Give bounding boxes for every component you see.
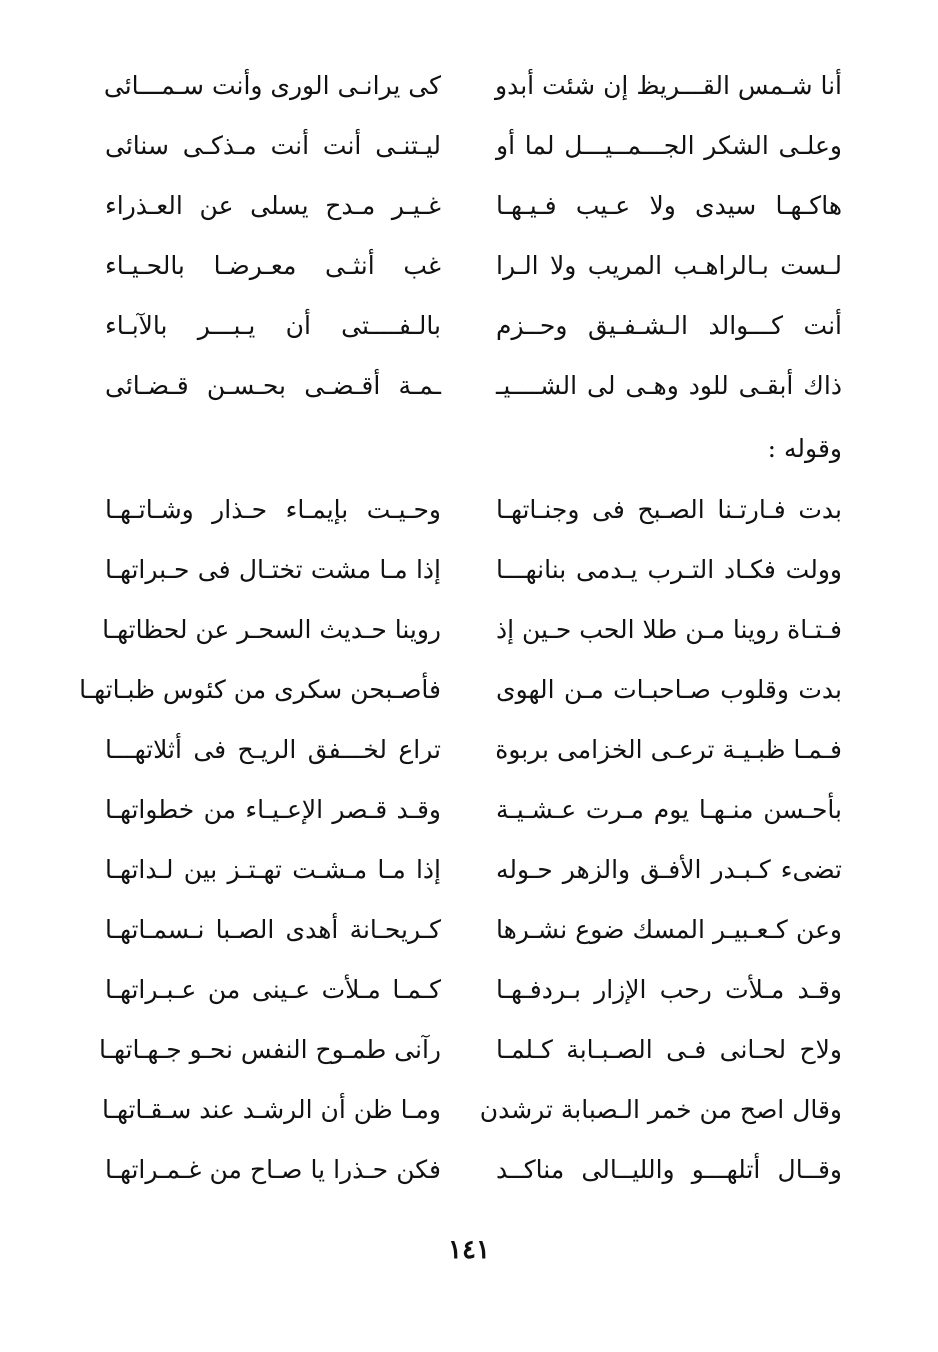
second-hemistich: إذا مـا مـشـت تهـتـز بين لـداتهـا xyxy=(105,855,441,884)
second-hemistich: فكن حـذرا يا صـاح من غـمـراتهـا xyxy=(105,1155,441,1184)
verse-line xyxy=(0,1086,938,1146)
first-hemistich: بأحـسن منـهـا يوم مـرت عـشـيـة xyxy=(496,795,842,824)
verse-line xyxy=(0,62,938,122)
verse-line xyxy=(0,606,938,666)
second-hemistich: ـمـة أقـضـى بحـسـن قـضـائى xyxy=(105,371,441,400)
second-hemistich: كـمـا مـلأت عـينى من عـبـراتهـا xyxy=(105,975,441,1004)
verse-line xyxy=(0,242,938,302)
first-hemistich: ذاك أبقـى للود وهـى لى الشــــيـ xyxy=(496,371,842,400)
second-hemistich: وحـيـت بإيمـاء حـذار وشـاتـهـا xyxy=(105,495,441,524)
verse-line xyxy=(0,906,938,966)
poem-intro-label: وقوله : xyxy=(767,434,842,463)
first-hemistich: فـتـاة روينا مـن طلا الحب حـين إذ xyxy=(495,615,842,644)
first-hemistich: وولت فكـاد التـرب يـدمى بنانهـــا xyxy=(496,555,842,584)
second-hemistich: إذا مـا مشت تختـال فى حـبراتهـا xyxy=(105,555,441,584)
verse-line xyxy=(0,666,938,726)
second-hemistich: بالـفــــتى أن يـبـــر بالآبـاء xyxy=(105,311,441,340)
first-hemistich: وعن كـعـبيـر المسك ضوع نشـرها xyxy=(496,915,842,944)
first-hemistich: ولاح لحـانى فـى الصـبـابة كـلمـا xyxy=(496,1035,842,1064)
verse-line xyxy=(0,846,938,906)
first-hemistich: لـست بـالراهـب المريب ولا الـرا xyxy=(496,251,842,280)
poem-stanza-1 xyxy=(0,62,938,422)
poem-stanza-2 xyxy=(0,486,938,1206)
verse-line xyxy=(0,1146,938,1206)
second-hemistich: غب أنثـى معـرضـا بالحـيـاء xyxy=(105,251,441,280)
second-hemistich: تراع لخـــفق الريـح فى أثلاتهـــا xyxy=(105,735,441,764)
verse-line xyxy=(0,486,938,546)
verse-line xyxy=(0,546,938,606)
second-hemistich: وقـد قـصر الإعـيـاء من خطواتهـا xyxy=(105,795,441,824)
verse-line xyxy=(0,182,938,242)
first-hemistich: بدت وقلوب صـاحبـات مـن الهوى xyxy=(496,675,842,704)
second-hemistich: فأصـبحن سكرى من كئوس ظبـاتهـا xyxy=(79,675,441,704)
first-hemistich: أنا شـمس القـــريظ إن شئت أبدو xyxy=(495,71,842,100)
verse-line xyxy=(0,362,938,422)
second-hemistich: غـيـر مـدح يسلى عن العـذراء xyxy=(105,191,441,220)
second-hemistich: كى يرانـى الورى وأنت سـمـــائى xyxy=(103,71,441,100)
page-number: ١٤١ xyxy=(448,1235,490,1265)
first-hemistich: هاكـهـا سيدى ولا عـيب فـيـهـا xyxy=(496,191,842,220)
first-hemistich: وقــال أتلهـــو والليــالى مناكــد xyxy=(496,1155,842,1184)
first-hemistich: وعلـى الشكر الجـــمــيـــل لما أو xyxy=(496,131,842,160)
first-hemistich: تضىء كـبـدر الأفـق والزهر حـوله xyxy=(496,855,842,884)
verse-line xyxy=(0,1026,938,1086)
first-hemistich: فـمـا ظبـيـة ترعـى الخزامى بربوة xyxy=(495,735,842,764)
second-hemistich: رآنى طمـوح النفس نحـو جـهـاتهـا xyxy=(99,1035,441,1064)
first-hemistich: بدت فـارتـنا الصـبح فى وجنـاتهـا xyxy=(496,495,842,524)
verse-line xyxy=(0,966,938,1026)
verse-line xyxy=(0,726,938,786)
second-hemistich: روينا حـديث السحـر عن لحظاتهـا xyxy=(102,615,441,644)
first-hemistich: أنت كـــوالد الـشـفـيق وحــزم xyxy=(496,311,842,340)
first-hemistich: وقـد مـلأت رحب الإزار بـردفـهـا xyxy=(496,975,842,1004)
verse-line xyxy=(0,122,938,182)
verse-line xyxy=(0,302,938,362)
verse-line xyxy=(0,786,938,846)
first-hemistich: وقال اصح من خمر الـصبابة ترشدن xyxy=(479,1095,842,1124)
second-hemistich: كـريحـانة أهدى الصـبا نـسمـاتهـا xyxy=(105,915,441,944)
second-hemistich: ليـتنـى أنت أنت مـذكـى سنائى xyxy=(105,131,441,160)
second-hemistich: ومـا ظن أن الرشـد عند سـقـاتهـا xyxy=(102,1095,441,1124)
